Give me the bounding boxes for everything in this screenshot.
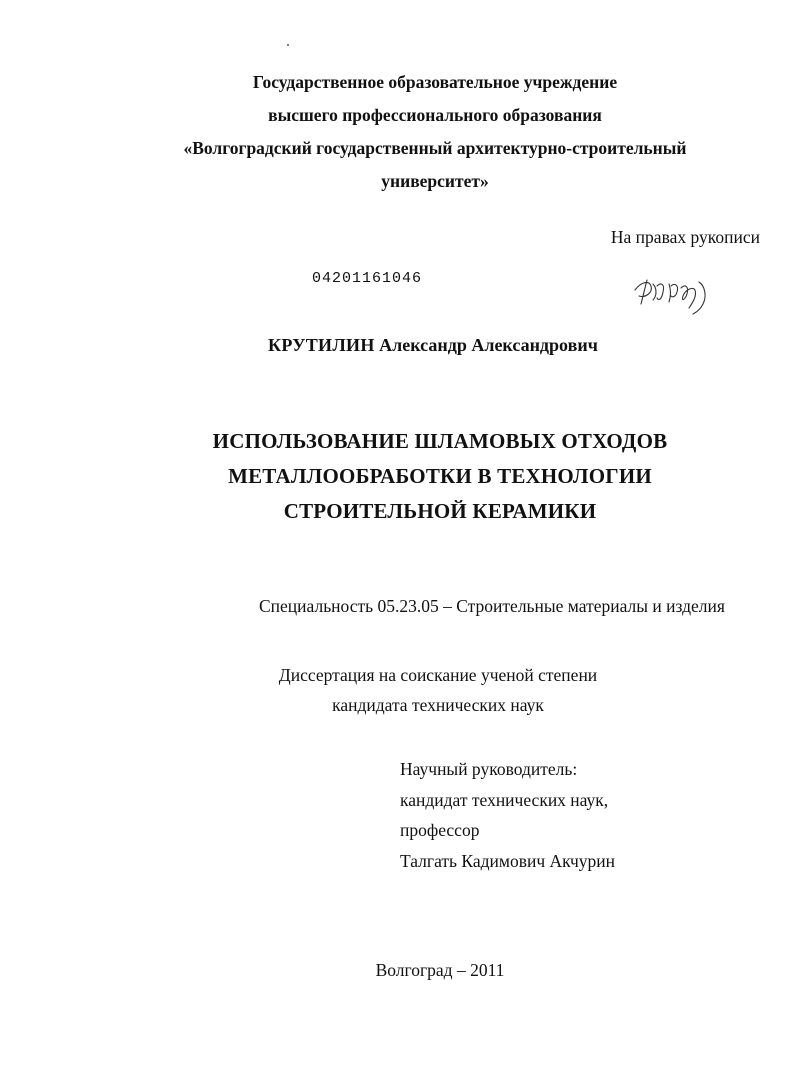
title-line-3: СТРОИТЕЛЬНОЙ КЕРАМИКИ xyxy=(283,499,597,523)
scan-speck xyxy=(287,44,289,46)
advisor-name: Талгать Кадимович Акчурин xyxy=(400,850,615,871)
rights-note: На правах рукописи xyxy=(610,227,760,247)
author-given-names: Александр Александрович xyxy=(379,335,598,355)
title-line-2: МЕТАЛЛООБРАБОТКИ В ТЕХНОЛОГИИ xyxy=(228,464,652,488)
institution-line-3: «Волгоградский государственный архитектурно-строительный xyxy=(183,138,687,158)
catalog-code: 04201161046 xyxy=(312,270,423,287)
institution-line-1: Государственное образовательное учреждение xyxy=(252,72,618,92)
institution-header xyxy=(45,66,793,198)
city-year: Волгоград – 2011 xyxy=(375,960,505,980)
title-line-1: ИСПОЛЬЗОВАНИЕ ШЛАМОВЫХ ОТХОДОВ xyxy=(212,429,668,453)
author-name xyxy=(268,335,598,356)
degree-statement xyxy=(268,660,608,720)
institution-line-2: высшего профессионального образования xyxy=(268,105,602,125)
advisor-rank: профессор xyxy=(400,820,480,840)
handwritten-signature xyxy=(627,268,727,318)
author-surname: КРУТИЛИН xyxy=(268,335,375,355)
degree-line-1: Диссертация на соискание ученой степени xyxy=(278,665,598,685)
dissertation-title xyxy=(0,424,793,529)
scientific-advisor xyxy=(400,754,615,876)
advisor-heading: Научный руководитель: xyxy=(400,759,578,779)
institution-line-4: университет» xyxy=(381,171,489,191)
specialty: Специальность 05.23.05 – Строительные материалы и изделия xyxy=(259,596,725,616)
degree-line-2: кандидата технических наук xyxy=(332,695,544,715)
advisor-degree: кандидат технических наук, xyxy=(400,789,609,810)
